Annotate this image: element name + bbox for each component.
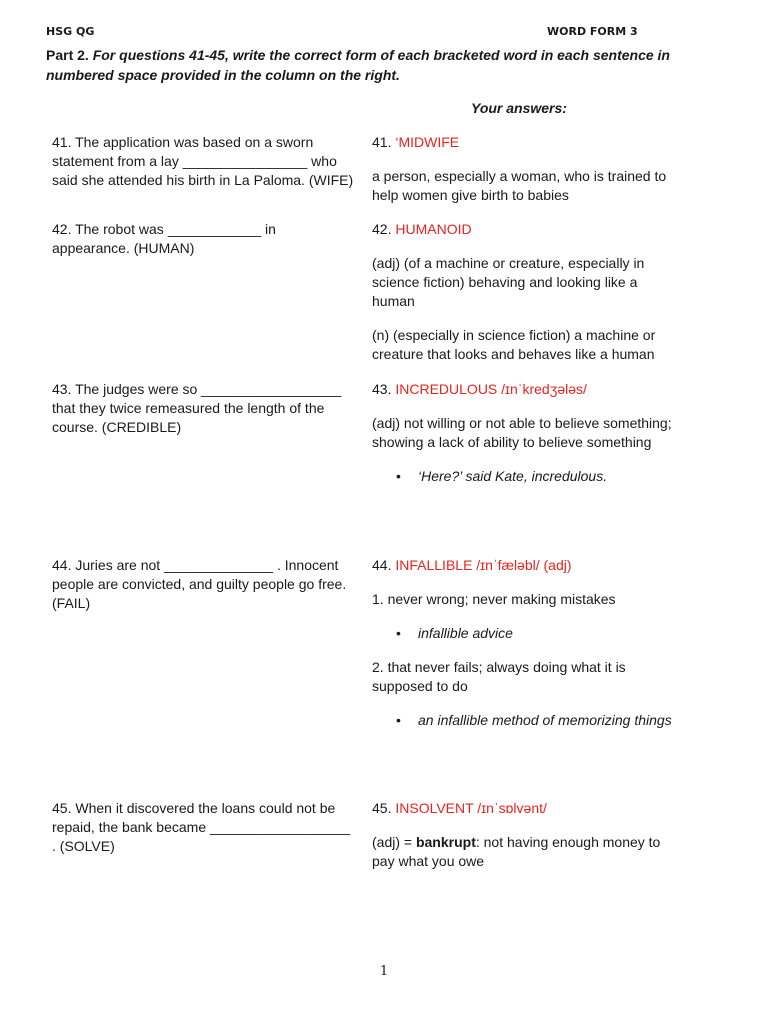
header-left: HSG QG bbox=[46, 25, 95, 38]
question-43: 43. The judges were so __________________ that they twice remeasured the length of the course. (CREDIBLE) bbox=[52, 381, 342, 435]
definition: a person, especially a woman, who is trained to help women give birth to babies bbox=[372, 168, 667, 203]
definition bbox=[372, 833, 672, 871]
answer-word: INCREDULOUS /ɪnˈkredʒələs/ bbox=[395, 381, 587, 397]
answer-num: 45. bbox=[372, 800, 396, 816]
definition-prefix: (adj) = bbox=[372, 834, 416, 850]
answer-num: 44. bbox=[372, 557, 396, 573]
answer-word: INSOLVENT /ɪnˈsɒlvənt/ bbox=[395, 800, 547, 816]
answer-num: 41. bbox=[372, 134, 396, 150]
question-45: 45. When it discovered the loans could not be repaid, the bank became __________________ . (SOLVE) bbox=[52, 800, 351, 854]
example: • infallible advice bbox=[418, 624, 672, 643]
question-44: 44. Juries are not ______________ . Innocent people are convicted, and guilty people go free. (FAIL) bbox=[52, 557, 347, 611]
answer-45 bbox=[372, 799, 672, 886]
question-42: 42. The robot was ____________ in appearance. (HUMAN) bbox=[52, 221, 276, 256]
definition: (n) (especially in science fiction) a machine or creature that looks and behaves like a human bbox=[372, 327, 656, 362]
answer-num: 42. bbox=[372, 221, 396, 237]
answer-44 bbox=[372, 556, 672, 745]
answers-label: Your answers: bbox=[471, 100, 567, 116]
answer-word: ‘MIDWIFE bbox=[395, 134, 460, 150]
definition: (adj) (of a machine or creature, especially in science fiction) behaving and looking like a human bbox=[372, 255, 645, 309]
answer-41 bbox=[372, 133, 672, 220]
definition: 1. never wrong; never making mistakes bbox=[372, 591, 616, 607]
answer-num: 43. bbox=[372, 381, 396, 397]
instructions-text: For questions 41-45, write the correct form of each bracketed word in each sentence in numbered space provided in the column on the right. bbox=[46, 47, 670, 83]
example: • an infallible method of memorizing things bbox=[418, 711, 672, 730]
definition: 2. that never fails; always doing what it is supposed to do bbox=[372, 659, 626, 694]
answer-42 bbox=[372, 220, 672, 379]
answer-word: INFALLIBLE /ɪnˈfæləbl/ (adj) bbox=[395, 557, 572, 573]
definition: (adj) not willing or not able to believe something; showing a lack of ability to believe something bbox=[372, 415, 672, 450]
example: • ‘Here?’ said Kate, incredulous. bbox=[418, 467, 672, 486]
answer-43 bbox=[372, 380, 672, 501]
header-right: WORD FORM 3 bbox=[547, 25, 638, 38]
definition-text: : not having enough money to pay what you owe bbox=[372, 834, 661, 869]
question-41: 41. The application was based on a sworn statement from a lay ________________ who said she attended his birth in La Paloma. (WIFE) bbox=[52, 134, 354, 188]
instructions bbox=[46, 45, 736, 85]
definition-keyword: bankrupt bbox=[415, 834, 476, 850]
page-number: 1 bbox=[379, 964, 389, 979]
answer-word: HUMANOID bbox=[395, 221, 472, 237]
part-label: Part 2. bbox=[46, 47, 89, 63]
